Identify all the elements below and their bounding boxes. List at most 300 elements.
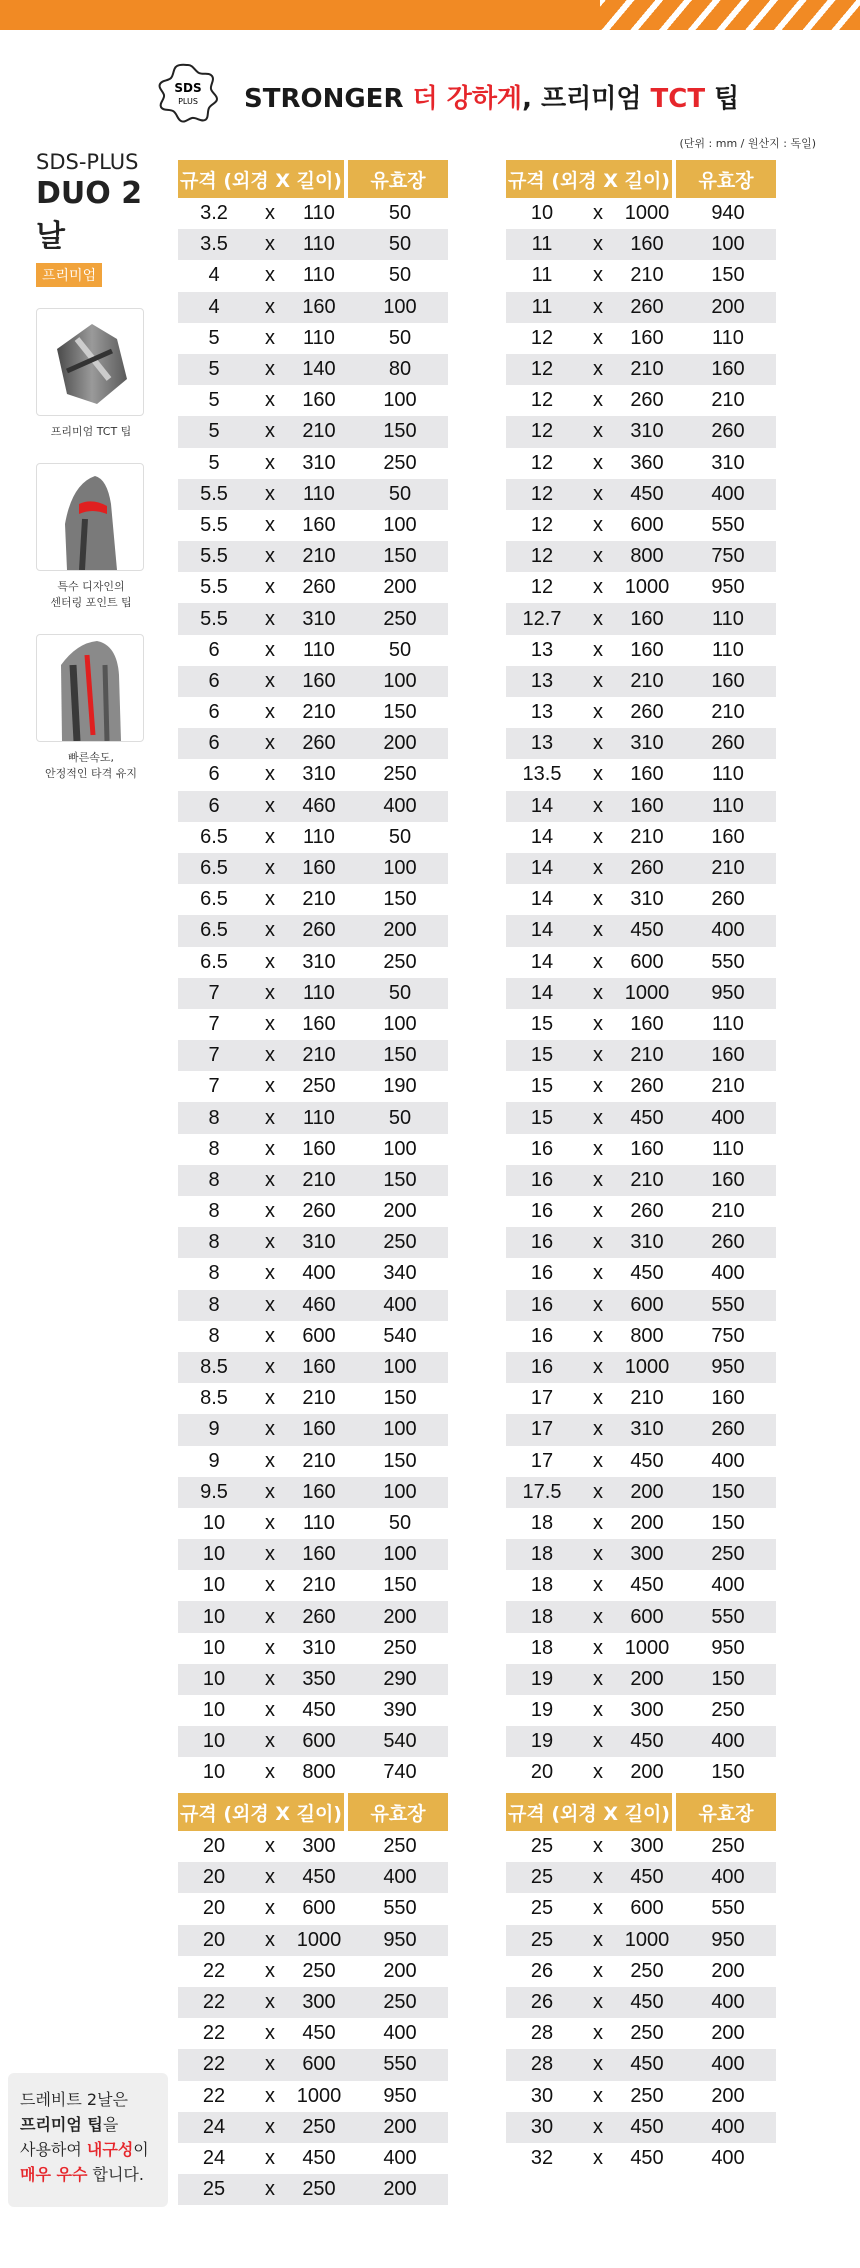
effective-length-cell: 400 [680,915,776,946]
length-cell: 600 [290,1893,348,1924]
effective-length-cell: 340 [352,1258,448,1289]
outer-diameter-cell: 7 [178,1009,250,1040]
effective-length-cell: 260 [680,884,776,915]
outer-diameter-cell: 5.5 [178,510,250,541]
outer-diameter-cell: 20 [178,1925,250,1956]
times-sign-cell: x [578,1321,618,1352]
table-row [178,603,448,634]
times-sign-cell: x [578,635,618,666]
headline-e: 팁 [705,84,740,114]
length-cell: 1000 [290,1925,348,1956]
effective-length-cell: 150 [352,697,448,728]
effective-length-cell: 200 [352,915,448,946]
outer-diameter-cell: 8 [178,1321,250,1352]
outer-diameter-cell: 15 [506,1009,578,1040]
effective-length-cell: 150 [680,1664,776,1695]
length-cell: 300 [618,1831,676,1862]
table-row [506,572,776,603]
outer-diameter-cell: 20 [506,1757,578,1788]
table-row [506,697,776,728]
effective-length-cell: 150 [352,541,448,572]
outer-diameter-cell: 5 [178,416,250,447]
table-row [506,915,776,946]
page-header [0,62,860,132]
table-row [506,1258,776,1289]
table-row [506,759,776,790]
table-row [178,791,448,822]
effective-length-cell: 210 [680,697,776,728]
length-cell: 300 [290,1987,348,2018]
outer-diameter-cell: 26 [506,1987,578,2018]
outer-diameter-cell: 20 [178,1893,250,1924]
effective-length-cell: 110 [680,635,776,666]
length-cell: 600 [618,947,676,978]
outer-diameter-cell: 16 [506,1321,578,1352]
length-cell: 160 [290,1477,348,1508]
table-row [178,1601,448,1632]
times-sign-cell: x [250,822,290,853]
length-cell: 210 [290,541,348,572]
table-row [506,1570,776,1601]
times-sign-cell: x [250,510,290,541]
effective-length-cell: 210 [680,385,776,416]
times-sign-cell: x [250,1477,290,1508]
table-row [506,448,776,479]
effective-length-cell: 740 [352,1757,448,1788]
effective-length-cell: 190 [352,1071,448,1102]
table-row [506,1414,776,1445]
times-sign-cell: x [250,385,290,416]
times-sign-cell: x [578,822,618,853]
effective-length-cell: 200 [352,1956,448,1987]
outer-diameter-cell: 6 [178,635,250,666]
headline-a: STRONGER [244,84,413,114]
times-sign-cell: x [250,1290,290,1321]
times-sign-cell: x [578,1009,618,1040]
effective-length-cell: 200 [680,2018,776,2049]
times-sign-cell: x [578,884,618,915]
length-cell: 450 [618,479,676,510]
effective-length-cell: 50 [352,479,448,510]
effective-length-cell: 400 [680,1726,776,1757]
length-cell: 200 [618,1664,676,1695]
outer-diameter-cell: 6.5 [178,915,250,946]
length-cell: 110 [290,260,348,291]
length-cell: 250 [618,2081,676,2112]
length-cell: 450 [618,1726,676,1757]
outer-diameter-cell: 6.5 [178,853,250,884]
outer-diameter-cell: 14 [506,947,578,978]
effective-length-cell: 150 [680,1508,776,1539]
times-sign-cell: x [578,915,618,946]
table-row [178,1862,448,1893]
times-sign-cell: x [578,541,618,572]
length-cell: 160 [618,759,676,790]
outer-diameter-cell: 6 [178,697,250,728]
outer-diameter-cell: 12 [506,541,578,572]
effective-length-cell: 950 [680,1925,776,1956]
effective-length-cell: 950 [680,572,776,603]
outer-diameter-cell: 16 [506,1290,578,1321]
effective-length-cell: 550 [680,947,776,978]
table-row [506,260,776,291]
table-row [178,2081,448,2112]
table-row [506,822,776,853]
length-cell: 260 [290,728,348,759]
table-row [178,198,448,229]
times-sign-cell: x [578,2112,618,2143]
times-sign-cell: x [250,2174,290,2205]
times-sign-cell: x [578,791,618,822]
times-sign-cell: x [250,1258,290,1289]
col-header-spec: 규격 (외경 X 길이) [506,1793,676,1831]
effective-length-cell: 400 [680,479,776,510]
outer-diameter-cell: 12 [506,510,578,541]
times-sign-cell: x [250,323,290,354]
table-row [178,541,448,572]
table-row [506,2112,776,2143]
length-cell: 450 [618,1102,676,1133]
times-sign-cell: x [578,1258,618,1289]
times-sign-cell: x [578,572,618,603]
times-sign-cell: x [578,666,618,697]
times-sign-cell: x [250,1383,290,1414]
length-cell: 210 [618,260,676,291]
times-sign-cell: x [578,416,618,447]
times-sign-cell: x [578,1925,618,1956]
effective-length-cell: 540 [352,1321,448,1352]
table-row [506,1956,776,1987]
outer-diameter-cell: 4 [178,292,250,323]
times-sign-cell: x [250,791,290,822]
outer-diameter-cell: 12 [506,385,578,416]
table-row [506,292,776,323]
effective-length-cell: 150 [352,1570,448,1601]
length-cell: 600 [290,1726,348,1757]
table-row [178,666,448,697]
length-cell: 110 [290,1102,348,1133]
length-cell: 600 [618,1290,676,1321]
times-sign-cell: x [250,2018,290,2049]
table-row [506,666,776,697]
outer-diameter-cell: 12 [506,323,578,354]
table-row [178,1134,448,1165]
outer-diameter-cell: 10 [178,1726,250,1757]
times-sign-cell: x [250,1893,290,1924]
effective-length-cell: 250 [352,1633,448,1664]
length-cell: 110 [290,822,348,853]
length-cell: 450 [618,1862,676,1893]
table-row [178,635,448,666]
col-header-spec: 규격 (외경 X 길이) [178,160,348,198]
table-row [178,229,448,260]
outer-diameter-cell: 17.5 [506,1477,578,1508]
effective-length-cell: 950 [680,1352,776,1383]
table-row [506,1352,776,1383]
length-cell: 250 [290,1071,348,1102]
table-row [506,603,776,634]
table-row [178,1071,448,1102]
length-cell: 450 [618,1446,676,1477]
effective-length-cell: 50 [352,323,448,354]
length-cell: 800 [618,1321,676,1352]
outer-diameter-cell: 16 [506,1134,578,1165]
times-sign-cell: x [250,666,290,697]
effective-length-cell: 50 [352,635,448,666]
times-sign-cell: x [578,2143,618,2174]
table-row [506,728,776,759]
table-row [178,1446,448,1477]
times-sign-cell: x [578,479,618,510]
table-row [178,572,448,603]
effective-length-cell: 250 [680,1539,776,1570]
outer-diameter-cell: 12.7 [506,603,578,634]
length-cell: 310 [290,947,348,978]
times-sign-cell: x [250,1165,290,1196]
times-sign-cell: x [250,2143,290,2174]
outer-diameter-cell: 16 [506,1352,578,1383]
outer-diameter-cell: 12 [506,354,578,385]
outer-diameter-cell: 10 [178,1539,250,1570]
effective-length-cell: 550 [352,2049,448,2080]
outer-diameter-cell: 30 [506,2081,578,2112]
effective-length-cell: 550 [680,1290,776,1321]
effective-length-cell: 150 [352,1040,448,1071]
times-sign-cell: x [250,260,290,291]
outer-diameter-cell: 5 [178,448,250,479]
times-sign-cell: x [578,1352,618,1383]
effective-length-cell: 150 [352,1446,448,1477]
outer-diameter-cell: 11 [506,260,578,291]
length-cell: 210 [618,666,676,697]
length-cell: 210 [618,1165,676,1196]
length-cell: 160 [618,1009,676,1040]
length-cell: 160 [618,791,676,822]
effective-length-cell: 50 [352,1508,448,1539]
times-sign-cell: x [578,1539,618,1570]
sds-plus-badge-icon [157,62,219,124]
outer-diameter-cell: 8.5 [178,1352,250,1383]
times-sign-cell: x [250,603,290,634]
times-sign-cell: x [250,1570,290,1601]
length-cell: 260 [290,1196,348,1227]
table-row [178,510,448,541]
note-line4: 매우 우수 합니다. [20,2165,144,2184]
effective-length-cell: 100 [352,1134,448,1165]
times-sign-cell: x [578,1862,618,1893]
length-cell: 310 [290,1227,348,1258]
length-cell: 450 [618,1570,676,1601]
times-sign-cell: x [578,1165,618,1196]
table-row [178,385,448,416]
length-cell: 250 [290,1956,348,1987]
length-cell: 110 [290,323,348,354]
length-cell: 300 [618,1695,676,1726]
outer-diameter-cell: 3.5 [178,229,250,260]
outer-diameter-cell: 10 [178,1757,250,1788]
length-cell: 160 [290,1414,348,1445]
length-cell: 210 [290,1165,348,1196]
effective-length-cell: 110 [680,759,776,790]
table-row [178,2143,448,2174]
times-sign-cell: x [578,1134,618,1165]
times-sign-cell: x [578,1290,618,1321]
length-cell: 1000 [618,1633,676,1664]
effective-length-cell: 150 [680,1477,776,1508]
table-row [506,1633,776,1664]
outer-diameter-cell: 15 [506,1071,578,1102]
effective-length-cell: 200 [352,2112,448,2143]
times-sign-cell: x [250,1040,290,1071]
length-cell: 400 [290,1258,348,1289]
col-header-spec: 규격 (외경 X 길이) [506,160,676,198]
outer-diameter-cell: 9.5 [178,1477,250,1508]
table-row [506,1862,776,1893]
table-row [178,884,448,915]
spec-table-1 [178,160,448,1789]
info-note [8,2073,168,2207]
effective-length-cell: 200 [352,2174,448,2205]
length-cell: 160 [290,292,348,323]
outer-diameter-cell: 11 [506,292,578,323]
table-row [506,323,776,354]
top-banner [0,0,860,30]
times-sign-cell: x [250,1539,290,1570]
times-sign-cell: x [578,759,618,790]
times-sign-cell: x [578,198,618,229]
times-sign-cell: x [578,1508,618,1539]
note-line1: 드레비트 2날은 [20,2090,129,2109]
times-sign-cell: x [250,1757,290,1788]
outer-diameter-cell: 10 [178,1601,250,1632]
length-cell: 260 [290,1601,348,1632]
outer-diameter-cell: 14 [506,791,578,822]
outer-diameter-cell: 10 [506,198,578,229]
table-row [506,884,776,915]
length-cell: 110 [290,479,348,510]
outer-diameter-cell: 16 [506,1258,578,1289]
length-cell: 160 [618,229,676,260]
times-sign-cell: x [250,198,290,229]
outer-diameter-cell: 6.5 [178,822,250,853]
table-row [178,728,448,759]
outer-diameter-cell: 7 [178,1071,250,1102]
effective-length-cell: 400 [680,2143,776,2174]
table-row [506,1134,776,1165]
times-sign-cell: x [578,1196,618,1227]
table-row [506,791,776,822]
effective-length-cell: 100 [352,1477,448,1508]
length-cell: 110 [290,198,348,229]
table-row [178,1321,448,1352]
outer-diameter-cell: 20 [178,1862,250,1893]
length-cell: 210 [290,1040,348,1071]
length-cell: 200 [618,1757,676,1788]
outer-diameter-cell: 5 [178,354,250,385]
table-row [506,1446,776,1477]
table-row [178,1925,448,1956]
table-row [178,1290,448,1321]
times-sign-cell: x [578,323,618,354]
col-header-effective-length: 유효장 [348,1793,448,1831]
times-sign-cell: x [578,448,618,479]
length-cell: 310 [618,1414,676,1445]
table-row [178,479,448,510]
outer-diameter-cell: 13 [506,635,578,666]
headline-b: 더 강하게 [412,84,523,114]
times-sign-cell: x [250,1862,290,1893]
table-row [506,1196,776,1227]
times-sign-cell: x [578,354,618,385]
times-sign-cell: x [250,416,290,447]
effective-length-cell: 200 [352,728,448,759]
outer-diameter-cell: 14 [506,822,578,853]
table-row [178,448,448,479]
outer-diameter-cell: 18 [506,1570,578,1601]
unit-note: (단위 : mm / 원산지 : 독일) [679,137,816,150]
length-cell: 1000 [618,1925,676,1956]
table-row [178,853,448,884]
outer-diameter-cell: 13.5 [506,759,578,790]
spec-table-2 [506,160,776,1789]
length-cell: 160 [618,323,676,354]
length-cell: 160 [290,1539,348,1570]
table-row [506,1040,776,1071]
length-cell: 360 [618,448,676,479]
length-cell: 1000 [618,572,676,603]
effective-length-cell: 160 [680,1040,776,1071]
times-sign-cell: x [578,1664,618,1695]
table-row [178,1757,448,1788]
table-row [178,1508,448,1539]
length-cell: 250 [618,2018,676,2049]
table-row [178,1539,448,1570]
effective-length-cell: 160 [680,822,776,853]
badge-line2: PLUS [178,97,198,106]
feature-2-caption: 특수 디자인의 센터링 포인트 팁 [50,580,132,609]
length-cell: 260 [290,915,348,946]
times-sign-cell: x [250,572,290,603]
length-cell: 460 [290,791,348,822]
effective-length-cell: 950 [352,1925,448,1956]
length-cell: 260 [618,1196,676,1227]
effective-length-cell: 200 [680,292,776,323]
effective-length-cell: 290 [352,1664,448,1695]
effective-length-cell: 200 [680,2081,776,2112]
length-cell: 210 [290,697,348,728]
outer-diameter-cell: 8 [178,1227,250,1258]
length-cell: 310 [618,728,676,759]
times-sign-cell: x [578,510,618,541]
times-sign-cell: x [578,697,618,728]
effective-length-cell: 150 [352,1165,448,1196]
table-row [506,229,776,260]
table-row [506,1071,776,1102]
outer-diameter-cell: 22 [178,2081,250,2112]
outer-diameter-cell: 12 [506,479,578,510]
table-row [178,1009,448,1040]
length-cell: 260 [618,853,676,884]
outer-diameter-cell: 15 [506,1102,578,1133]
times-sign-cell: x [250,1831,290,1862]
times-sign-cell: x [250,853,290,884]
effective-length-cell: 150 [352,1383,448,1414]
outer-diameter-cell: 9 [178,1446,250,1477]
effective-length-cell: 100 [352,1414,448,1445]
times-sign-cell: x [578,1071,618,1102]
banner-stripes [600,0,860,30]
length-cell: 310 [290,448,348,479]
